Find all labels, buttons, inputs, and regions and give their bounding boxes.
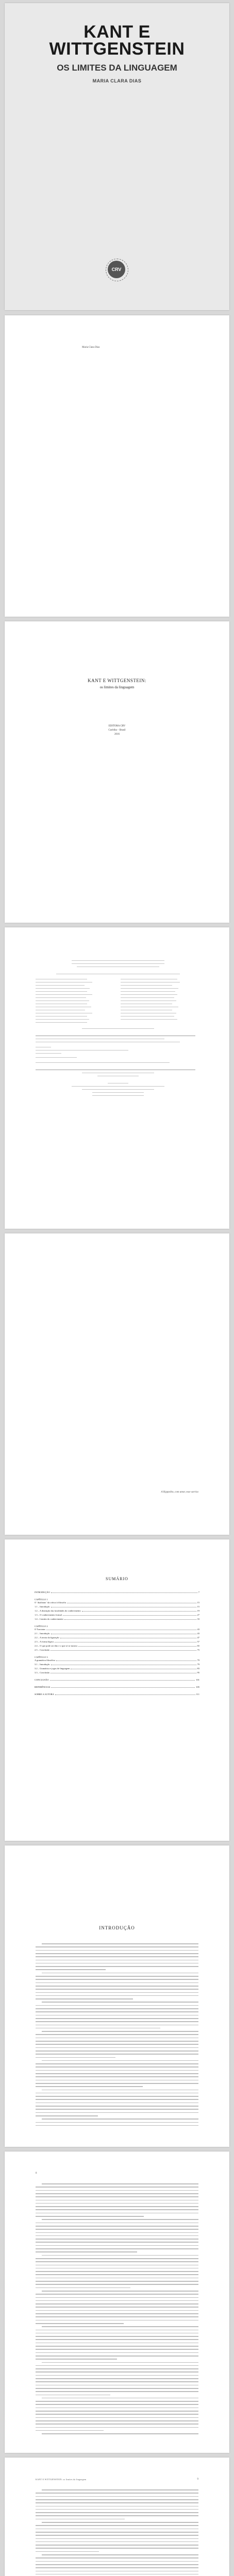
body-text-line [36,2355,198,2357]
toc-entry-page: 47 [197,1636,199,1639]
page-number: 9 [197,2478,198,2481]
title-page-year: 2016 [114,733,120,736]
body-text-line [36,1960,198,1961]
body-text-line [36,2496,198,2497]
toc-entry-page: 83 [197,1667,199,1670]
body-text-line [36,2015,198,2016]
body-text-line [36,2216,144,2217]
body-text-line [36,2209,198,2210]
cover-title [5,24,229,58]
body-text-line [42,2119,198,2120]
toc-entry-label: 2.3 – A forma lógica [35,1640,54,1643]
body-text-line [36,2343,198,2344]
body-text-line [36,2271,198,2272]
body-text-line [36,2300,198,2301]
toc-entry-label: 3.2 – Gramática e jogos de linguagem [35,1667,70,1670]
body-text-line [36,2213,198,2214]
body-text-line [36,2401,198,2402]
body-text-line [42,1943,198,1944]
body-text-line [36,2506,198,2507]
body-text-line [42,2219,198,2220]
body-text-line [36,2515,198,2516]
body-text-line [36,2385,198,2386]
body-text-line [36,1992,198,1993]
body-text-line [42,1973,198,1974]
body-text-line [36,1969,106,1970]
body-text-line [36,1976,198,1977]
body-text-line [42,2362,198,2363]
body-text-line [36,2336,198,2337]
body-text-line [36,2323,124,2324]
book-cover [5,3,229,310]
body-text-line [36,2187,198,2188]
toc-entry-label: 1.1 – Introdução [35,1605,50,1608]
body-text-line [36,2509,198,2510]
toc-leader-dots [50,1679,195,1681]
toc-leader-dots [51,1591,197,1593]
body-text-line [36,2028,160,2029]
dedication-text: A Hyppolito, com amor, esse sorriso [161,1491,198,1494]
body-text-line [42,2489,198,2490]
body-text-line [36,2008,198,2009]
toc-entry [35,1693,199,1696]
body-text-line [36,2541,198,2543]
body-text-line [36,2564,198,2565]
body-text-line [36,1986,198,1987]
toc-leader-dots [46,1628,196,1630]
toc-leader-dots [51,1663,196,1665]
body-text-line [36,2235,198,2236]
toc-leader-dots [51,1632,196,1634]
body-text-line [36,2025,198,2026]
body-text-line [36,2561,198,2562]
body-text-line [36,2281,198,2282]
body-text-line [36,2223,198,2224]
body-text-line [36,2316,198,2317]
body-text-line [36,2378,198,2379]
toc-leader-dots [51,1605,196,1607]
body-text-line [36,2525,198,2526]
toc-leader-dots [63,1614,196,1616]
body-text-line [36,2512,198,2513]
body-text-line [36,2070,198,2071]
toc-leader-dots [51,1686,195,1688]
body-text-line [36,2274,198,2275]
body-text-line [36,2519,125,2520]
body-text-line [36,2268,198,2269]
body-text-line [36,2229,198,2230]
toc-leader-dots [55,1640,196,1642]
toc-entry [35,1628,199,1631]
toc-entry-page: 43 [197,1628,199,1631]
toc-entry-page: 43 [197,1632,199,1635]
body-page-9 [5,2458,229,2576]
body-text-line [36,2242,198,2243]
body-text-line [36,2239,198,2240]
body-text-line [36,2044,198,2045]
introduction-page [5,1845,229,2147]
body-text-line [36,2313,198,2314]
toc-entry [35,1667,199,1670]
cover-subtitle: OS LIMITES DA LINGUAGEM [57,63,177,73]
body-text-line [36,2203,198,2204]
toc-leader-dots [51,1649,196,1651]
body-text-line [36,2388,198,2389]
body-text-line [36,2381,198,2382]
body-text-line [36,2248,198,2249]
body-text-line [42,2183,198,2184]
body-text-line [36,2206,198,2207]
toc-entry-page: 105 [196,1686,199,1688]
body-text-line [36,2303,198,2304]
toc-entry-label: 1.4 – Limites do conhecimento [35,1618,63,1620]
copyright-page [5,927,229,1229]
toc-entry-page: 27 [197,1614,199,1616]
toc-entry-page: 7 [198,1591,199,1594]
toc-entry-page: 15 [197,1605,199,1608]
body-text-line [36,2502,198,2503]
toc-entry-label: 1.2 – A distinção das faculdades do conhecimento [35,1609,81,1612]
toc-entry [35,1605,199,1608]
body-text-line [36,2265,198,2266]
toc-entry [35,1679,199,1681]
toc-entry [35,1618,199,1620]
toc-leader-dots [55,1693,195,1695]
body-text-line [36,2034,198,2035]
body-text-line [36,1956,198,1957]
body-text-line [36,2011,198,2012]
toc-leader-dots [82,1609,196,1612]
body-text-line [36,2545,198,2546]
body-text-line [36,2395,110,2396]
body-text-line [36,2103,198,2104]
body-text-line [36,2193,198,2194]
body-text-line [36,2106,198,2107]
title-page-publisher: EDITORA CRV [108,725,126,727]
body-text-line [36,2333,198,2334]
introduction-heading: INTRODUÇÃO [99,1925,135,1930]
toc-page [5,1539,229,1841]
body-text-line [36,2112,198,2113]
toc-entry [35,1632,199,1635]
body-text-line [36,2359,117,2360]
page-number: 8 [36,2172,37,2175]
body-text-line [36,2109,198,2110]
body-text-line [36,2320,198,2321]
toc-entry [35,1625,199,1628]
toc-leader-dots [78,1645,196,1647]
toc-entry-label: 2.4 – O que pode ser dito e o que só se mostra [35,1645,77,1647]
toc-entry-page: 65 [197,1645,199,1647]
body-text-line [36,2086,143,2087]
running-header: KANT E WITTGENSTEIN: os limites da linguagem [36,2478,87,2481]
toc-leader-dots [67,1601,196,1603]
body-text-line [36,1953,198,1954]
cover-title-line1: KANT E [83,22,151,42]
toc-entry-label: CAPÍTULO 1 [35,1598,48,1601]
body-text-line [36,2571,198,2572]
body-text-line [36,2047,198,2048]
toc-entry-label: INTRODUÇÃO [35,1591,50,1594]
body-text-line [36,2352,198,2353]
dedication-page [5,1233,229,1535]
toc-entry-page: 15 [197,1601,199,1604]
body-text-line [36,2548,198,2549]
cover-author: MARIA CLARA DIAS [92,78,142,83]
body-text-line [36,2414,198,2415]
half-title-page [5,315,229,617]
body-text-line [36,2551,99,2552]
toc-leader-dots [64,1618,196,1620]
body-text-line [36,2125,198,2126]
toc-entry [35,1591,199,1594]
body-text-line [36,2371,198,2372]
toc-entry-label: 3.1 – Introdução [35,1663,50,1666]
title-page-place: Curitiba – Brasil [108,729,126,732]
body-text-line [42,2554,198,2555]
body-text-line [36,2368,198,2369]
body-text-line [36,2050,198,2052]
body-text-line [36,2232,198,2233]
toc-entry-label: 3.3 – Conclusão [35,1671,50,1674]
toc-entry-label: A gramática filosófica [35,1659,55,1662]
body-text-line [36,2538,198,2539]
toc-entry [35,1640,199,1643]
body-text-line [36,2330,198,2331]
body-text-line [36,1966,198,1967]
body-text-line [36,2083,198,2084]
body-text-line [36,2200,198,2201]
body-text-line [36,2287,130,2289]
toc-entry-page: 111 [196,1693,199,1696]
body-text-line [42,2031,198,2032]
body-text-line [36,2535,198,2536]
toc-entry-page: 57 [197,1640,199,1643]
body-text-line [36,2427,198,2428]
body-text-line [36,2529,198,2530]
body-text-line [36,2307,198,2308]
toc-entry [35,1671,199,1674]
body-text-line [36,2099,198,2100]
body-text-line [36,2574,198,2575]
publisher-logo: CRV [108,261,125,278]
body-text-line [36,2122,198,2123]
toc-entry-page: 79 [197,1659,199,1662]
body-text-line [36,2190,198,2191]
toc-leader-dots [60,1636,196,1638]
toc-entry [35,1663,199,1666]
body-text-line [36,2499,198,2500]
toc-entry-label: CONCLUSÃO [35,1679,49,1681]
toc-entry [35,1686,199,1688]
body-text-line [36,2420,198,2421]
body-text-line [36,2278,198,2279]
body-text-line [36,1979,198,1980]
toc-entry-label: O Tractatus [35,1628,45,1631]
half-title-author: Maria Clara Dias [82,346,100,349]
toc-entry [35,1649,199,1651]
body-text-line [36,2041,198,2042]
body-text-line [36,2365,198,2366]
body-text-line [36,2346,198,2347]
body-text-line [36,1963,198,1964]
toc-entry [35,1645,199,1647]
toc-entry [35,1659,199,1662]
body-text-line [36,2021,198,2022]
body-text-line [36,2258,198,2259]
body-text-line [36,2349,198,2350]
toc-heading: SUMÁRIO [106,1577,128,1581]
body-text-line [42,2326,198,2327]
body-text-line [42,2002,198,2003]
toc-entry-label: 2.5 – Conclusão [35,1649,50,1651]
body-text-line [36,2226,198,2227]
body-text-line [36,2076,198,2077]
body-text-line [36,2294,198,2295]
body-text-line [36,1989,198,1990]
body-text-line [36,2073,198,2074]
body-text-line [36,2063,198,2064]
toc-entry-label: SOBRE A AUTORA [35,1693,54,1696]
toc-entry [35,1636,199,1639]
body-text-line [42,2433,198,2434]
toc-entry-label: 2.2 – A teoria da figuração [35,1636,59,1639]
body-text-line [36,2251,137,2252]
title-page [5,621,229,923]
body-text-line [36,1950,198,1951]
toc-leader-dots [71,1667,196,1669]
body-text-line [36,2196,198,2197]
body-text-line [36,2057,115,2058]
toc-entry-page: 79 [197,1663,199,1666]
body-text-line [36,2375,198,2376]
body-text-line [36,2408,198,2409]
body-text-line [36,2245,198,2246]
body-text-line [42,2291,198,2292]
body-text-line [36,1982,198,1984]
toc-entry-label: CAPÍTULO 2 [35,1625,48,1628]
toc-leader-dots [51,1671,196,1673]
toc-entry-page: 101 [196,1679,199,1681]
body-text-line [42,2398,198,2399]
body-text-line [36,2093,198,2094]
title-page-title: KANT E WITTGENSTEIN: [88,678,146,683]
body-text-line [36,2411,198,2412]
body-text-line [36,2339,198,2340]
body-text-line [42,2255,198,2256]
body-text-line [42,2090,198,2091]
body-text-line [36,2096,198,2097]
body-text-line [36,2054,198,2055]
toc-leader-dots [56,1659,196,1661]
body-text-line [36,2493,198,2494]
body-text-line [36,2066,198,2067]
cover-title-line2: WITTGENSTEIN [49,39,185,59]
toc-entry-page: 33 [197,1618,199,1620]
title-page-subtitle: os limites da linguagem [99,685,135,689]
body-text-line [36,2038,198,2039]
body-text-line [36,2018,198,2019]
body-text-line [36,2430,104,2431]
body-text-line [36,1998,133,1999]
body-text-line [36,2532,198,2533]
body-text-line [36,2310,198,2311]
toc-entry-label: 1.3 – O conhecimento formal [35,1614,62,1616]
toc-entry [35,1656,199,1658]
toc-entry-page: 19 [197,1609,199,1612]
toc-entry-label: O ¨dualismo¨ da crítica à filosofia [35,1601,66,1604]
body-text-line [36,2557,198,2558]
toc-entry [35,1614,199,1616]
body-text-line [36,2297,198,2298]
body-text-line [36,1946,198,1947]
body-text-line [36,2417,198,2418]
body-text-line [42,2060,198,2061]
body-text-line [36,1995,198,1996]
toc-entry-label: 2.1 – Introdução [35,1632,50,1635]
body-text-line [42,2522,198,2523]
body-text-line [36,2424,198,2425]
body-text-line [36,2391,198,2392]
toc-entry [35,1598,199,1601]
toc-entry [35,1609,199,1612]
toc-entry [35,1601,199,1604]
body-page-8 [5,2151,229,2453]
body-text-line [36,2080,198,2081]
toc-entry-label: REFERÊNCIAS [35,1686,51,1688]
toc-entry-page: 75 [197,1649,199,1651]
body-text-line [36,2115,98,2116]
body-text-line [36,2284,198,2285]
body-text-line [36,2404,198,2405]
body-text-line [36,2261,198,2262]
body-text-line [36,2567,198,2568]
toc-entry-label: CAPÍTULO 3 [35,1656,48,1658]
body-text-line [36,2005,198,2006]
toc-entry-page: 95 [197,1671,199,1674]
